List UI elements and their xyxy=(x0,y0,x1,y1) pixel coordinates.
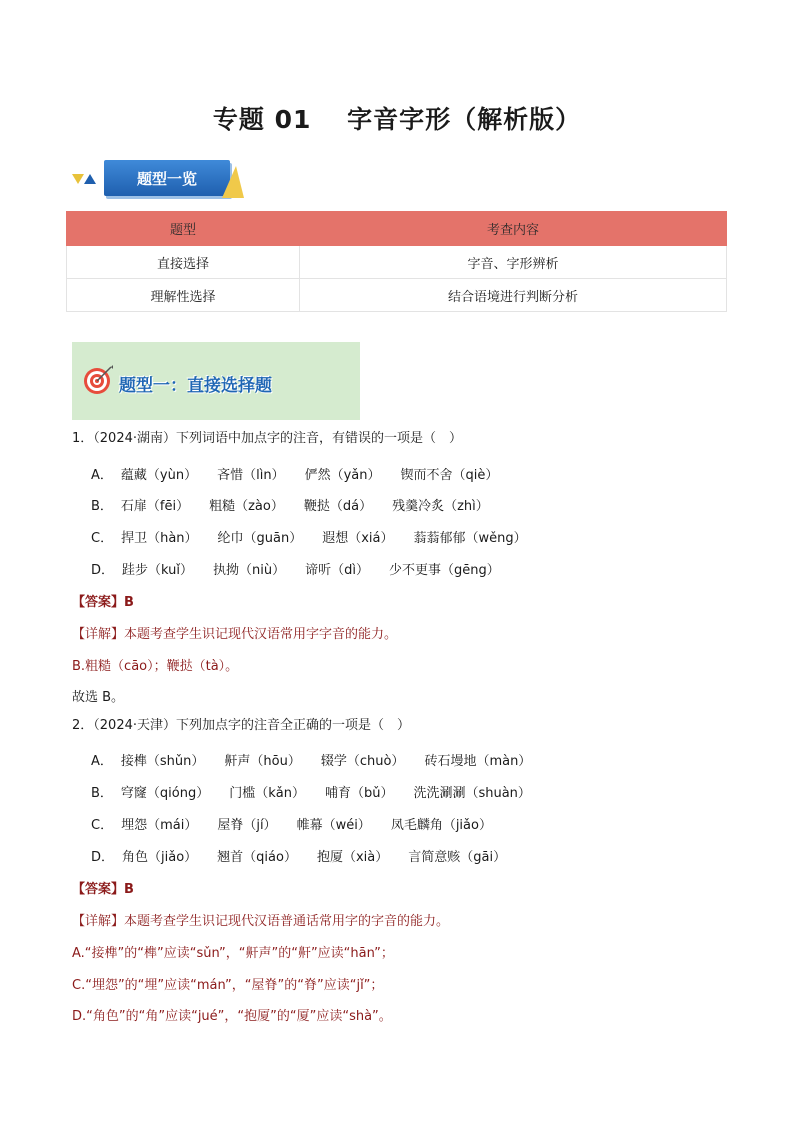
option-letter: D． xyxy=(91,563,115,578)
header-content: 考查内容 xyxy=(300,212,727,246)
option-word: 吝惜（lìn） xyxy=(217,468,285,483)
option-letter: A． xyxy=(91,468,113,483)
option-word: 鼾声（hōu） xyxy=(224,754,301,769)
header-type: 题型 xyxy=(67,212,300,246)
option-word: 穹窿（qióng） xyxy=(120,786,210,801)
section-title: 题型一：直接选择题 xyxy=(119,376,272,396)
q1-detail: 【详解】本题考查学生识记现代汉语常用字字音的能力。 xyxy=(72,627,398,642)
option-letter: C． xyxy=(91,531,114,546)
yellow-triangle-icon xyxy=(72,174,84,184)
q2-explanation-line: A.“接榫”的“榫”应读“sǔn”，“鼾声”的“鼾”应读“hān”； xyxy=(72,946,394,961)
option-word: 凤毛麟角（jiǎo） xyxy=(390,818,492,833)
table-row xyxy=(67,246,727,279)
option-word: 接榫（shǔn） xyxy=(120,754,205,769)
q2-answer: 【答案】B xyxy=(72,882,134,897)
q1-conclusion: 故选 B。 xyxy=(72,690,125,705)
question-2-stem: 2．（2024·天津）下列加点字的注音全正确的一项是（ ） xyxy=(72,718,410,733)
option-word: 粗糙（zào） xyxy=(209,499,284,514)
q2-detail: 【详解】本题考查学生识记现代汉语普通话常用字的字音的能力。 xyxy=(72,914,450,929)
question-1-stem: 1．（2024·湖南）下列词语中加点字的注音，有错误的一项是（ ） xyxy=(72,431,462,446)
option-word: 砖石墁地（màn） xyxy=(424,754,532,769)
option-letter: B． xyxy=(91,499,113,514)
blue-triangle-icon xyxy=(84,174,96,184)
option-word: 埋怨（mái） xyxy=(121,818,198,833)
option-word: 鞭挞（dá） xyxy=(303,499,373,514)
q1-option-a xyxy=(91,464,518,483)
table-cell: 理解性选择 xyxy=(67,279,300,312)
q1-answer: 【答案】B xyxy=(72,595,134,610)
option-word: 翘首（qiáo） xyxy=(217,850,297,865)
option-word: 抱厦（xià） xyxy=(316,850,389,865)
option-word: 石扉（fēi） xyxy=(120,499,190,514)
q2-explanation-line: C.“埋怨”的“埋”应读“mán”，“屋脊”的“脊”应读“jǐ”； xyxy=(72,978,384,993)
option-letter: C． xyxy=(91,818,114,833)
option-word: 屋脊（jí） xyxy=(217,818,277,833)
option-word: 捍卫（hàn） xyxy=(121,531,198,546)
table-cell: 直接选择 xyxy=(67,246,300,279)
option-word: 言简意赅（gāi） xyxy=(408,850,507,865)
banner-box xyxy=(104,160,230,196)
table-row xyxy=(67,279,727,312)
option-word: 洗洗涮涮（shuàn） xyxy=(413,786,531,801)
option-letter: D． xyxy=(91,850,115,865)
option-word: 门槛（kǎn） xyxy=(229,786,305,801)
q1-option-c xyxy=(91,527,547,546)
option-letter: A． xyxy=(91,754,113,769)
option-word: 哺育（bǔ） xyxy=(324,786,394,801)
q2-option-b xyxy=(91,782,551,801)
q2-option-a xyxy=(91,750,551,769)
option-word: 辍学（chuò） xyxy=(320,754,405,769)
option-word: 角色（jiǎo） xyxy=(122,850,198,865)
q1-option-d xyxy=(91,559,520,578)
page-title: 专题 01 字音字形（解析版） xyxy=(212,105,582,134)
q1-option-b xyxy=(91,495,509,514)
yellow-stripe-icon xyxy=(222,166,244,198)
table-cell: 字音、字形辨析 xyxy=(300,246,727,279)
option-word: 蕴藏（yùn） xyxy=(120,468,198,483)
target-icon xyxy=(82,364,114,396)
q1-explanation-line: B.粗糙（cāo）；鞭挞（tà）。 xyxy=(72,659,239,674)
option-word: 锲而不舍（qiè） xyxy=(400,468,499,483)
option-word: 遐想（xiá） xyxy=(322,531,394,546)
question-types-banner xyxy=(72,160,252,200)
q2-option-d xyxy=(91,846,526,865)
option-word: 残羹冷炙（zhì） xyxy=(392,499,489,514)
option-word: 俨然（yǎn） xyxy=(304,468,381,483)
option-word: 蓊蓊郁郁（wěng） xyxy=(413,531,527,546)
banner-label: 题型一览 xyxy=(136,170,197,188)
q2-option-c xyxy=(91,814,512,833)
option-word: 纶巾（guān） xyxy=(217,531,303,546)
overview-table xyxy=(66,211,727,312)
table-cell: 结合语境进行判断分析 xyxy=(300,279,727,312)
option-word: 谛听（dì） xyxy=(305,563,369,578)
q2-explanation-line: D.“角色”的“角”应读“jué”，“抱厦”的“厦”应读“shà”。 xyxy=(72,1009,392,1024)
option-word: 少不更事（gēng） xyxy=(388,563,500,578)
option-word: 帷幕（wéi） xyxy=(296,818,371,833)
option-letter: B． xyxy=(91,786,113,801)
option-word: 跬步（kuǐ） xyxy=(122,563,193,578)
table-header-row xyxy=(67,212,727,246)
option-word: 执拗（niù） xyxy=(213,563,286,578)
section-header xyxy=(72,342,360,420)
